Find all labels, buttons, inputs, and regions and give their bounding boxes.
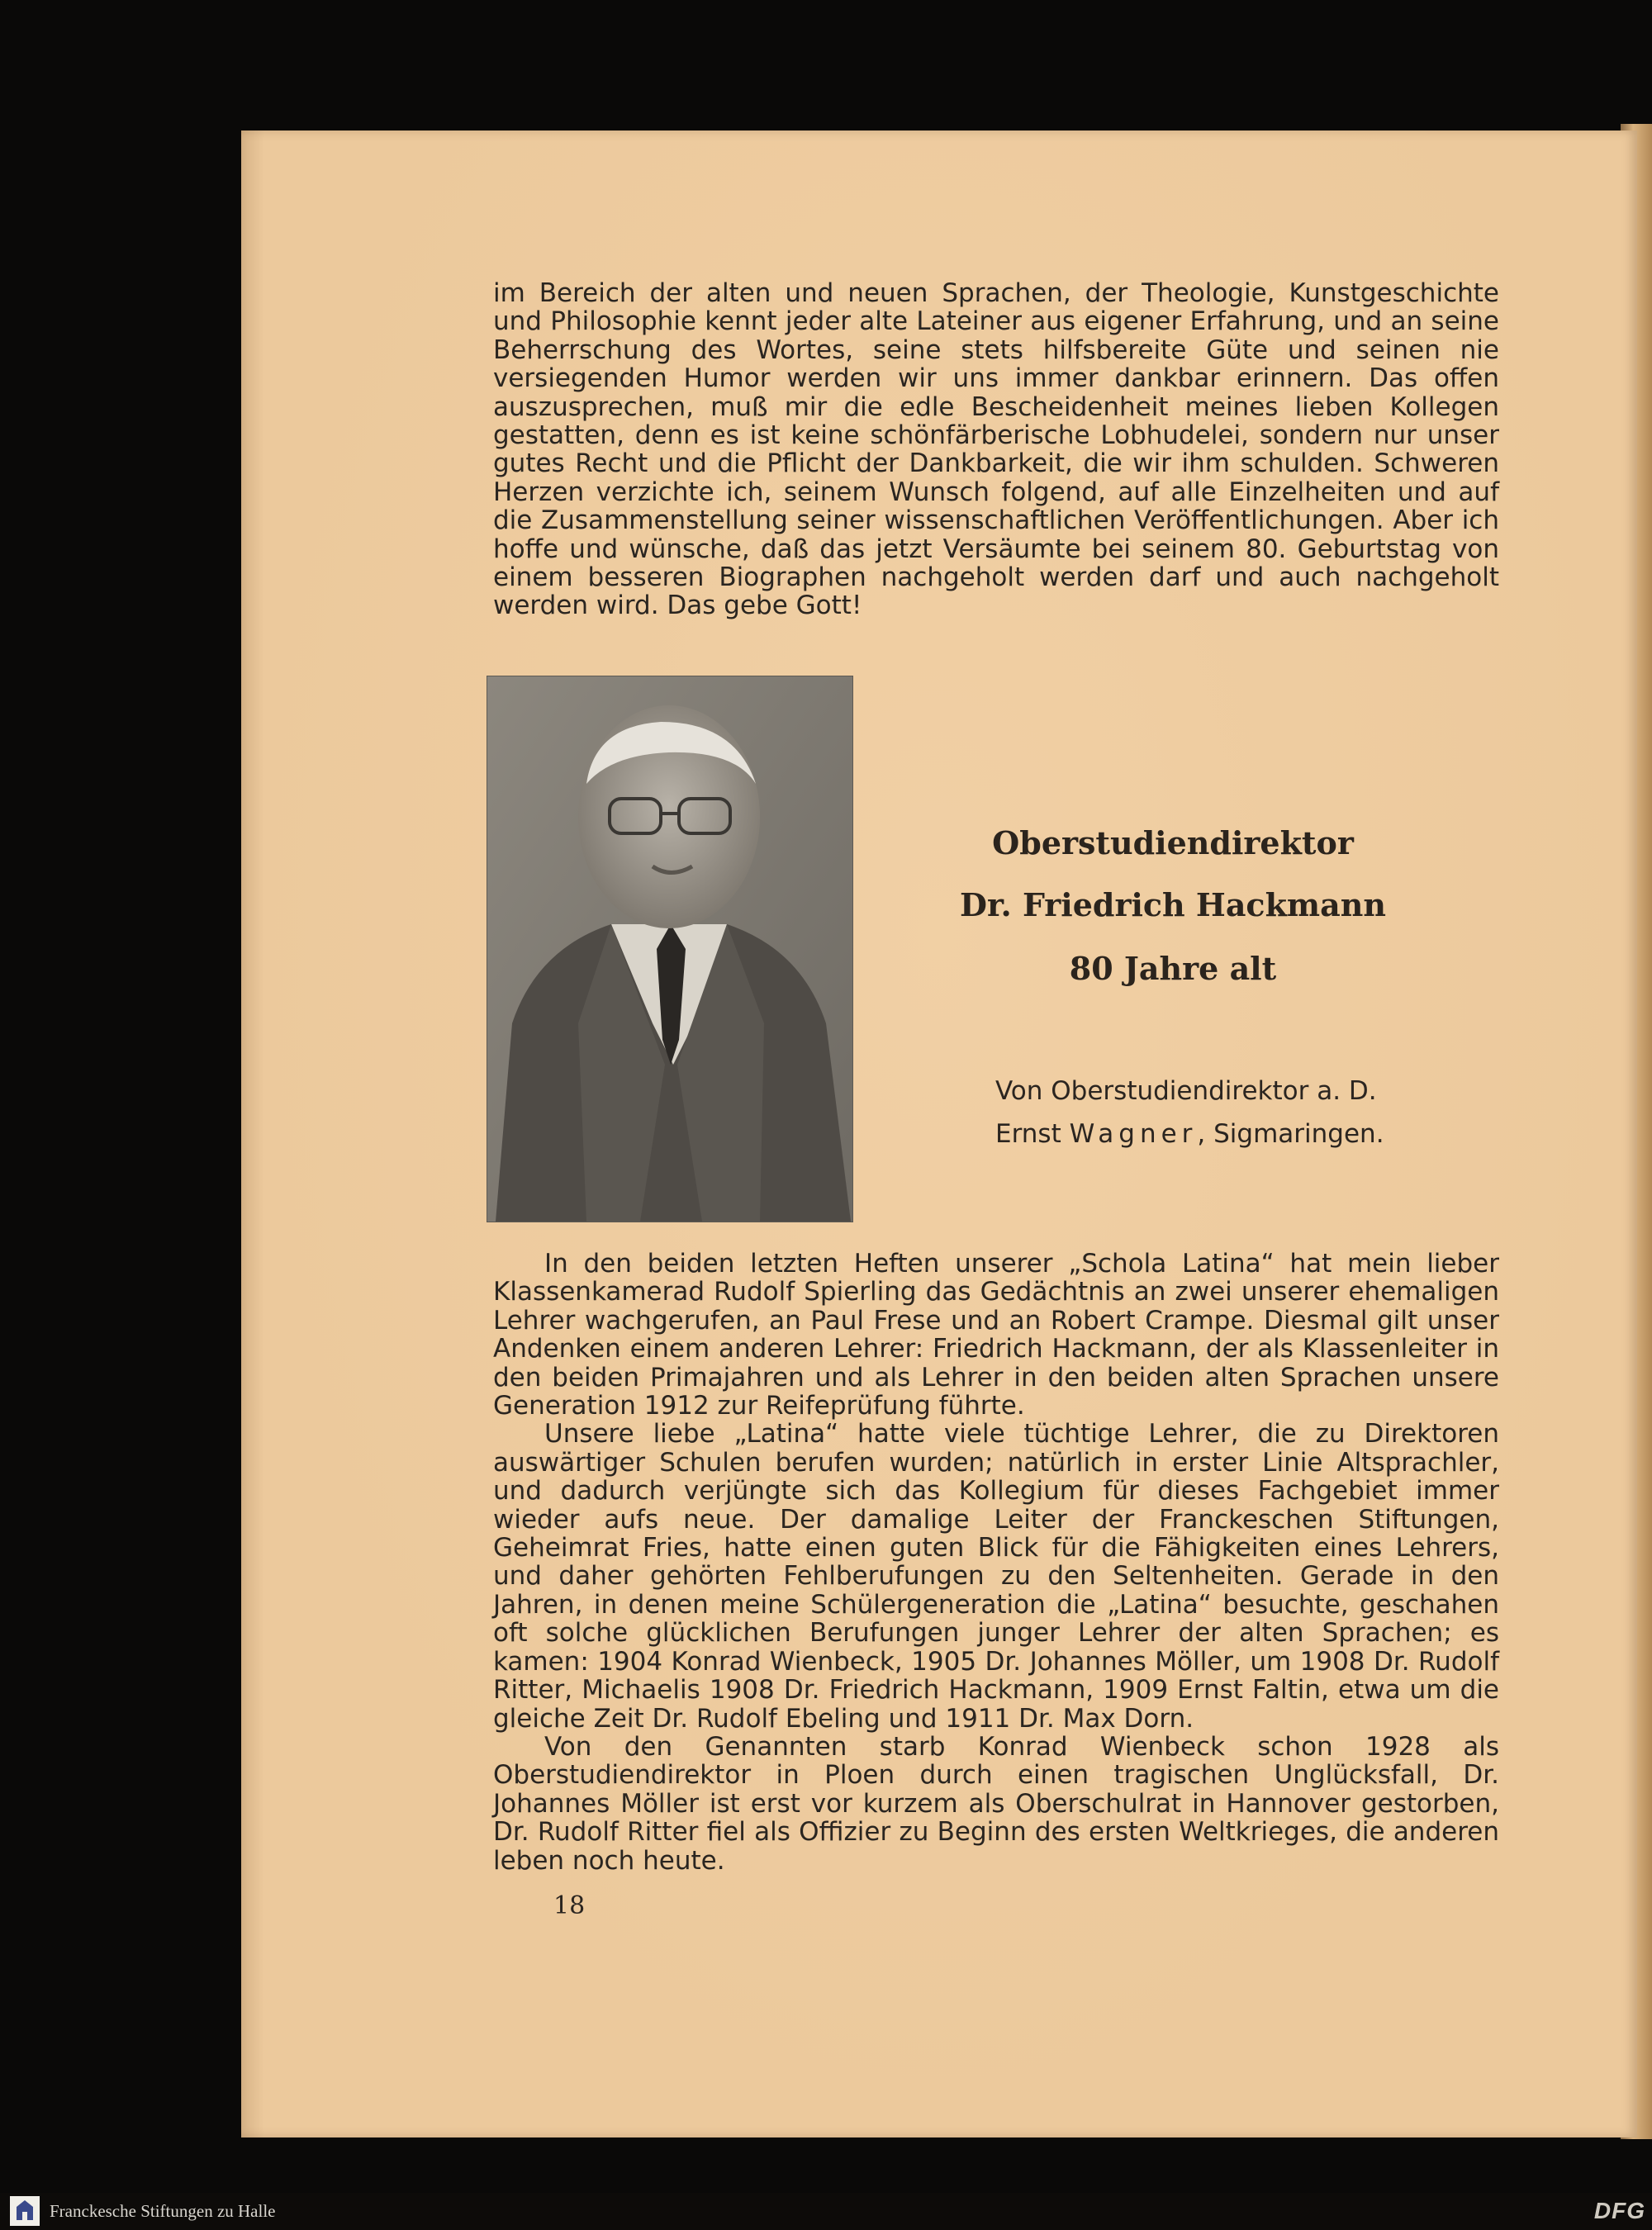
institution-logo-icon: [10, 2196, 40, 2226]
byline-author-last: Wagner: [1069, 1119, 1198, 1149]
viewer-footer: [0, 2193, 1652, 2230]
portrait-image: [487, 676, 852, 1222]
top-paragraph-block: [493, 279, 1499, 620]
body-paragraph: Von den Genannten starb Konrad Wienbeck schon 1928 als Oberstudiendirektor in Ploen durch einen tragischen Unglücksfall, Dr. Johannes Möller ist erst vor kurzem als Oberschulrat in Hannover gestorben, Dr. Rudolf Ritter fiel als Offizier zu Beginn des ersten Weltkrieges, die anderen leben noch heute.: [493, 1731, 1499, 1876]
byline-place: , Sigmaringen.: [1197, 1119, 1384, 1149]
byline-author-first: Ernst: [995, 1119, 1070, 1149]
byline-line-1: Von Oberstudiendirektor a. D.: [995, 1076, 1377, 1106]
top-paragraph: im Bereich der alten und neuen Sprachen, der Theologie, Kunstgeschichte und Philosophie kennt jeder alte Lateiner aus eigener Erfahrung, und an seine Beherrschung des Wortes, seine stets hilfsbereite Güte und seinen nie versiegenden Humor werden wir uns immer dankbar erinnern. Das offen auszusprechen, muß mir die edle Bescheidenheit meines lieben Kollegen gestatten, denn es ist keine schönfärberische Lobhudelei, sondern nur unser gutes Recht und die Pflicht der Dankbarkeit, die wir ihm schulden. Schweren Herzen verzichte ich, seinem Wunsch folgend, auf alle Einzelheiten und auf die Zusammenstellung seiner wissenschaftlichen Veröffentlichungen. Aber ich hoffe und wünsche, daß das jetzt Versäumte bei seinem 80. Geburtstag von einem besseren Biographen nachgeholt werden darf und auch nachgeholt werden wird. Das gebe Gott!: [493, 278, 1499, 621]
article-title-line-3: 80 Jahre alt: [1069, 950, 1277, 987]
body-text: [493, 1250, 1499, 1875]
page-number: 18: [553, 1891, 586, 1920]
dfg-logo: DFG: [1593, 2198, 1645, 2223]
article-title-line-2: Dr. Friedrich Hackmann: [960, 886, 1386, 923]
portrait-photo: [487, 676, 852, 1222]
body-paragraph: Unsere liebe „Latina“ hatte viele tüchtige Lehrer, die zu Direktoren auswärtiger Schulen berufen wurden; natürlich in erster Linie Altsprachler, und dadurch verjüngte sich das Kollegium für dieses Fachgebiet immer wieder aufs neue. Der damalige Leiter der Franckeschen Stiftungen, Geheimrat Fries, hatte einen guten Blick für die Fähigkeiten eines Lehrers, und daher gehörten Fehlberufungen zu den Seltenheiten. Gerade in den Jahren, in denen meine Schülergeneration die „Latina“ besuchte, geschahen oft solche glücklichen Berufungen junger Lehrer der alten Sprachen; es kamen: 1904 Konrad Wienbeck, 1905 Dr. Johannes Möller, um 1908 Dr. Rudolf Ritter, Michaelis 1908 Dr. Friedrich Hackmann, 1909 Ernst Faltin, etwa um die gleiche Zeit Dr. Rudolf Ebeling und 1911 Dr. Max Dorn.: [493, 1419, 1499, 1734]
institution-name: Franckesche Stiftungen zu Halle: [50, 2201, 276, 2221]
byline-line-2: [995, 1119, 1425, 1149]
article-title-line-1: Oberstudiendirektor: [992, 824, 1354, 861]
body-paragraph: In den beiden letzten Heften unserer „Schola Latina“ hat mein lieber Klassenkamerad Rudolf Spierling das Gedächtnis an zwei unserer ehemaligen Lehrer wachgerufen, an Paul Frese und an Robert Crampe. Diesmal gilt unser Andenken einem anderen Lehrer: Friedrich Hackmann, der als Klassenleiter in den beiden Primajahren und als Lehrer in den beiden alten Sprachen unsere Generation 1912 zur Reifeprüfung führte.: [493, 1249, 1499, 1421]
